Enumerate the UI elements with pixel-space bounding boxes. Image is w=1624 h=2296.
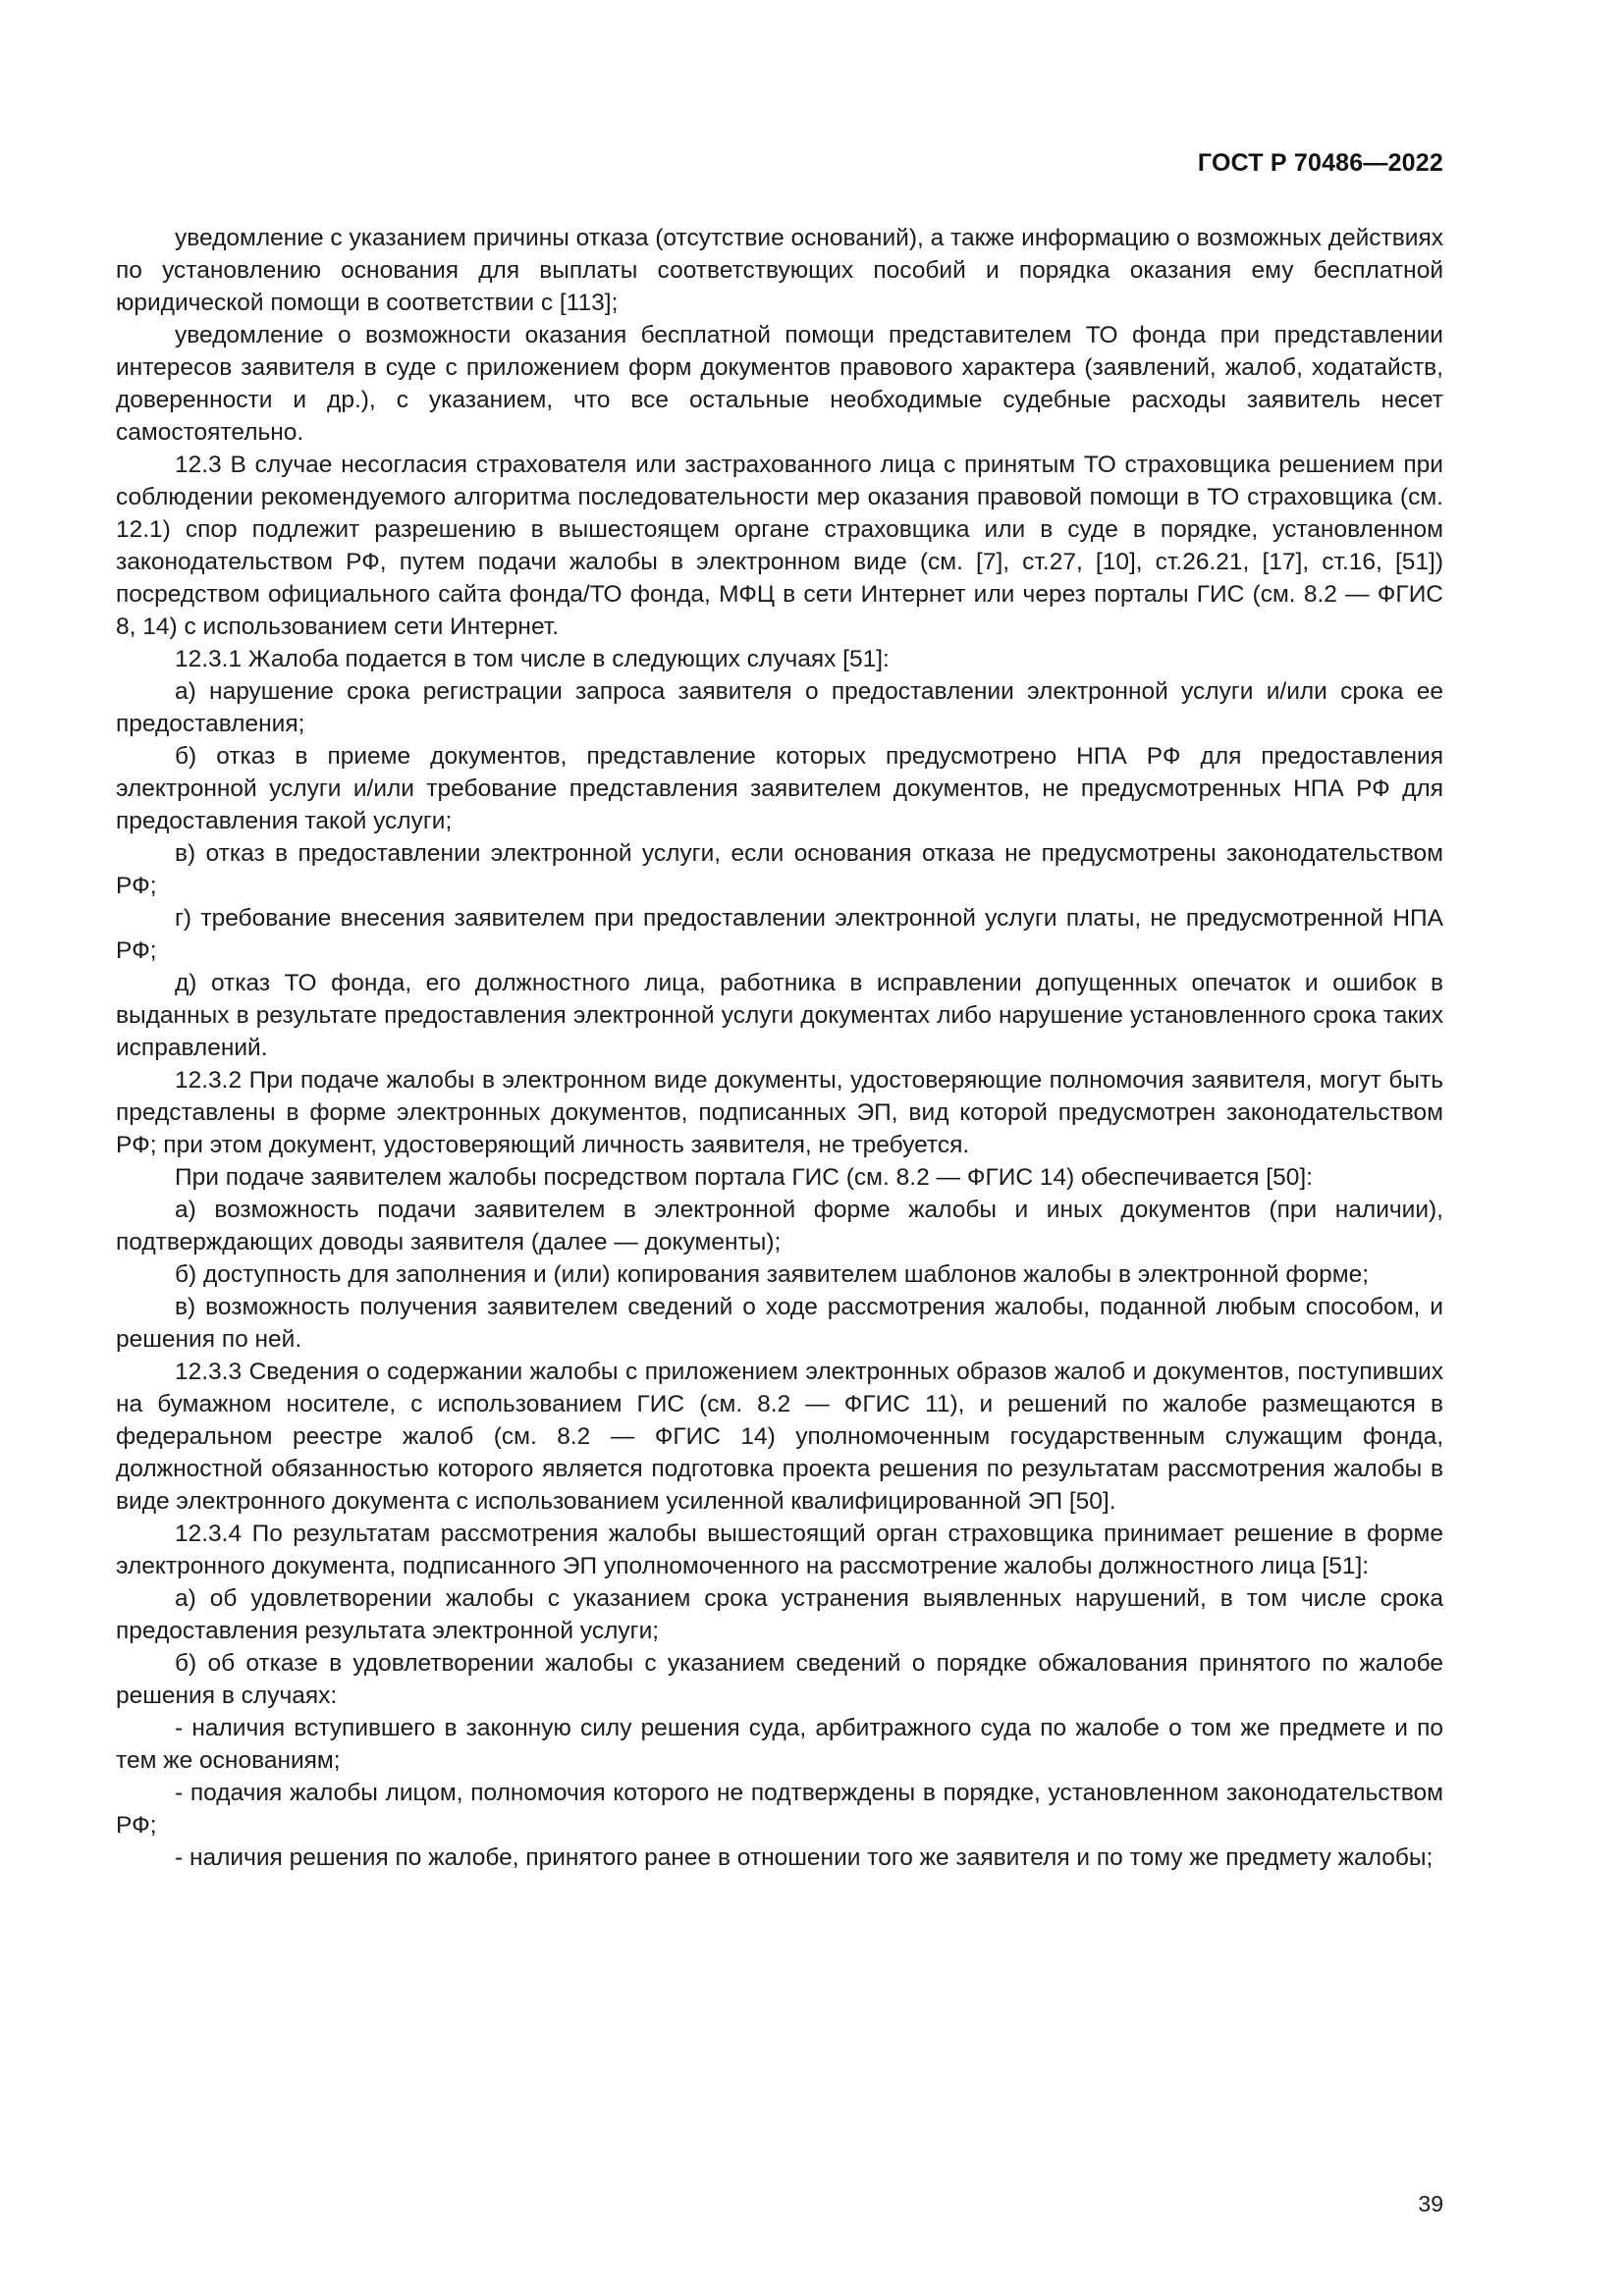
list-item: - подачия жалобы лицом, полномочия которого не подтверждены в порядке, установленном законодательством РФ; bbox=[116, 1780, 1443, 1839]
document-standard-id: ГОСТ Р 70486—2022 bbox=[1197, 149, 1443, 177]
list-item: б) отказ в приеме документов, представление которых предусмотрено НПА РФ для предоставления электронной услуги и/или требование представления заявителем документов, не предусмотренных НПА РФ для предоставления такой услуги; bbox=[116, 743, 1443, 834]
paragraph: 12.3 В случае несогласия страхователя или застрахованного лица с принятым ТО страховщика решением при соблюдении рекомендуемого алгоритма последовательности мер оказания правовой помощи в ТО страховщика (см. 12.1) спор подлежит разрешению в вышестоящем органе страховщика или в суде в порядке, установленном законодательством РФ, путем подачи жалобы в электронном виде (см. [7], ст.27, [10], ст.26.21, [17], ст.16, [51]) посредством официального сайта фонда/ТО фонда, МФЦ в сети Интернет или через порталы ГИС (см. 8.2 — ФГИС 8, 14) с использованием сети Интернет. bbox=[116, 452, 1443, 640]
list-item: - наличия решения по жалобе, принятого ранее в отношении того же заявителя и по тому же предмету жалобы; bbox=[175, 1844, 1434, 1871]
list-item: в) возможность получения заявителем сведений о ходе рассмотрения жалобы, поданной любым способом, и решения по ней. bbox=[116, 1294, 1443, 1353]
paragraph: 12.3.1 Жалоба подается в том числе в следующих случаях [51]: bbox=[175, 646, 890, 672]
paragraph: уведомление о возможности оказания бесплатной помощи представителем ТО фонда при представлении интересов заявителя в суде с приложением форм документов правового характера (заявлений, жалоб, ходатайств, доверенности и др.), с указанием, что все остальные необходимые судебные расходы заявитель несет самостоятельно. bbox=[116, 322, 1443, 446]
page-number: 39 bbox=[1418, 2191, 1443, 2216]
list-item: - наличия вступившего в законную силу решения суда, арбитражного суда по жалобе о том же предмете и по тем же основаниям; bbox=[116, 1715, 1443, 1774]
list-item: а) возможность подачи заявителем в электронной форме жалобы и иных документов (при наличии), подтверждающих доводы заявителя (далее — документы); bbox=[116, 1197, 1443, 1255]
list-item: д) отказ ТО фонда, его должностного лица, работника в исправлении допущенных опечаток и ошибок в выданных в результате предоставления электронной услуги документах либо нарушение установленного срока таких исправлений. bbox=[116, 970, 1443, 1061]
paragraph: При подаче заявителем жалобы посредством портала ГИС (см. 8.2 — ФГИС 14) обеспечивается [50]: bbox=[175, 1164, 1313, 1191]
list-item: а) об удовлетворении жалобы с указанием срока устранения выявленных нарушений, в том числе срока предоставления результата электронной услуги; bbox=[116, 1585, 1443, 1644]
list-item: а) нарушение срока регистрации запроса заявителя о предоставлении электронной услуги и/или срока ее предоставления; bbox=[116, 678, 1443, 737]
document-body bbox=[116, 222, 1443, 1874]
list-item: в) отказ в предоставлении электронной услуги, если основания отказа не предусмотрены законодательством РФ; bbox=[116, 840, 1443, 899]
paragraph: 12.3.2 При подаче жалобы в электронном виде документы, удостоверяющие полномочия заявителя, могут быть представлены в форме электронных документов, подписанных ЭП, вид которой предусмотрен законодательством РФ; при этом документ, удостоверяющий личность заявителя, не требуется. bbox=[116, 1067, 1443, 1158]
paragraph: 12.3.4 По результатам рассмотрения жалобы вышестоящий орган страховщика принимает решение в форме электронного документа, подписанного ЭП уполномоченного на рассмотрение жалобы должностного лица [51]: bbox=[116, 1521, 1443, 1579]
paragraph: 12.3.3 Сведения о содержании жалобы с приложением электронных образов жалоб и документов, поступивших на бумажном носителе, с использованием ГИС (см. 8.2 — ФГИС 11), и решений по жалобе размещаются в федеральном реестре жалоб (см. 8.2 — ФГИС 14) уполномоченным государственным служащим фонда, должностной обязанностью которого является подготовка проекта решения по результатам рассмотрения жалобы в виде электронного документа с использованием усиленной квалифицированной ЭП [50]. bbox=[116, 1359, 1443, 1515]
list-item: б) доступность для заполнения и (или) копирования заявителем шаблонов жалобы в электронной форме; bbox=[175, 1261, 1370, 1288]
list-item: б) об отказе в удовлетворении жалобы с указанием сведений о порядке обжалования принятого по жалобе решения в случаях: bbox=[116, 1650, 1443, 1709]
list-item: г) требование внесения заявителем при предоставлении электронной услуги платы, не предусмотренной НПА РФ; bbox=[116, 905, 1443, 964]
paragraph: уведомление с указанием причины отказа (отсутствие оснований), а также информацию о возможных действиях по установлению основания для выплаты соответствующих пособий и порядка оказания ему бесплатной юридической помощи в соответствии с [113]; bbox=[116, 225, 1443, 316]
